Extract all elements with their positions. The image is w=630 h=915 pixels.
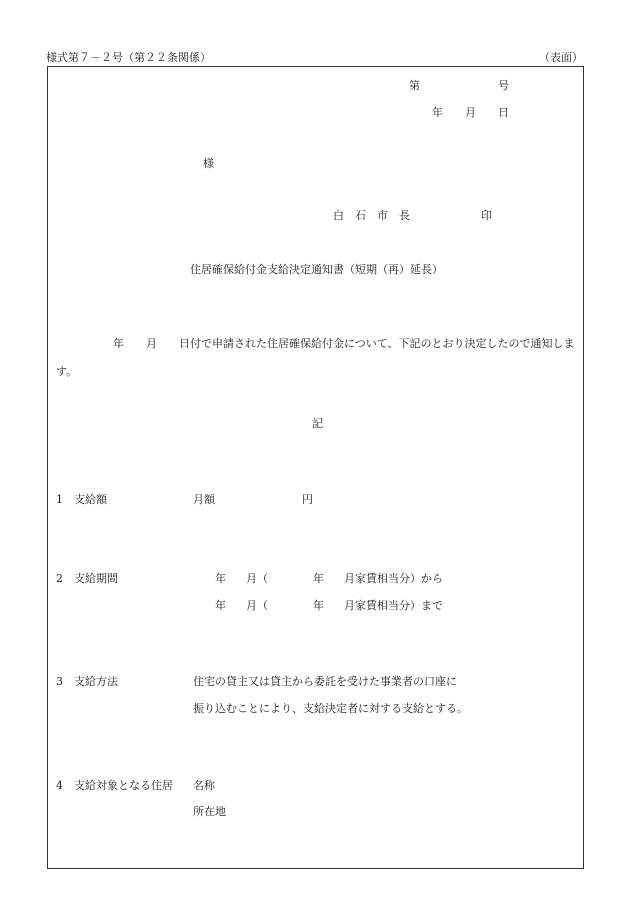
period-row2-year2: 年 [313,599,324,612]
document-title: 住居確保給付金支給決定通知書（短期（再）延長） [190,263,443,276]
item-amount-yen: 円 [302,493,313,506]
date-year: 年 [432,106,443,119]
ki-marker: 記 [312,417,323,430]
form-label: 様式第７－２号（第２２条関係） [46,51,211,64]
item-amount-number: 1 [56,493,63,506]
issuer-seal: 印 [481,209,492,222]
body-text-line1: 日付で申請された住居確保給付金について、下記のとおり決定したので通知しま [179,337,575,350]
body-month: 月 [146,337,157,350]
period-row1-rent: 月家賃相当分）から [344,572,443,585]
method-line1: 住宅の貸主又は貸主から委託を受けた事業者の口座に [193,675,457,688]
item-period-label: 支給期間 [74,572,118,585]
issuer-name: 白 石 市 長 [333,209,410,222]
doc-number-dai: 第 [409,79,420,92]
date-month: 月 [465,106,476,119]
item-residence-number: 4 [56,779,63,792]
residence-name-label: 名称 [193,779,215,792]
period-row2-rent: 月家賃相当分）まで [344,599,443,612]
period-row1-year2: 年 [313,572,324,585]
item-period-number: 2 [56,572,63,585]
document-frame [47,66,584,869]
item-residence-label: 支給対象となる住居 [74,779,173,792]
period-row1-month: 月（ [246,572,268,585]
residence-address-label: 所在地 [193,805,226,818]
date-day: 日 [498,106,509,119]
item-amount-label: 支給額 [74,493,107,506]
doc-number-gou: 号 [498,79,509,92]
addressee-honorific: 様 [203,157,214,170]
period-row2-year: 年 [215,599,226,612]
side-label: （表面） [539,51,583,64]
body-year: 年 [113,337,124,350]
item-amount-monthly: 月額 [193,493,215,506]
body-text-line2: す。 [56,365,78,378]
period-row2-month: 月（ [246,599,268,612]
item-method-number: 3 [56,675,63,688]
period-row1-year: 年 [215,572,226,585]
item-method-label: 支給方法 [74,675,118,688]
method-line2: 振り込むことにより、支給決定者に対する支給とする。 [193,702,468,715]
